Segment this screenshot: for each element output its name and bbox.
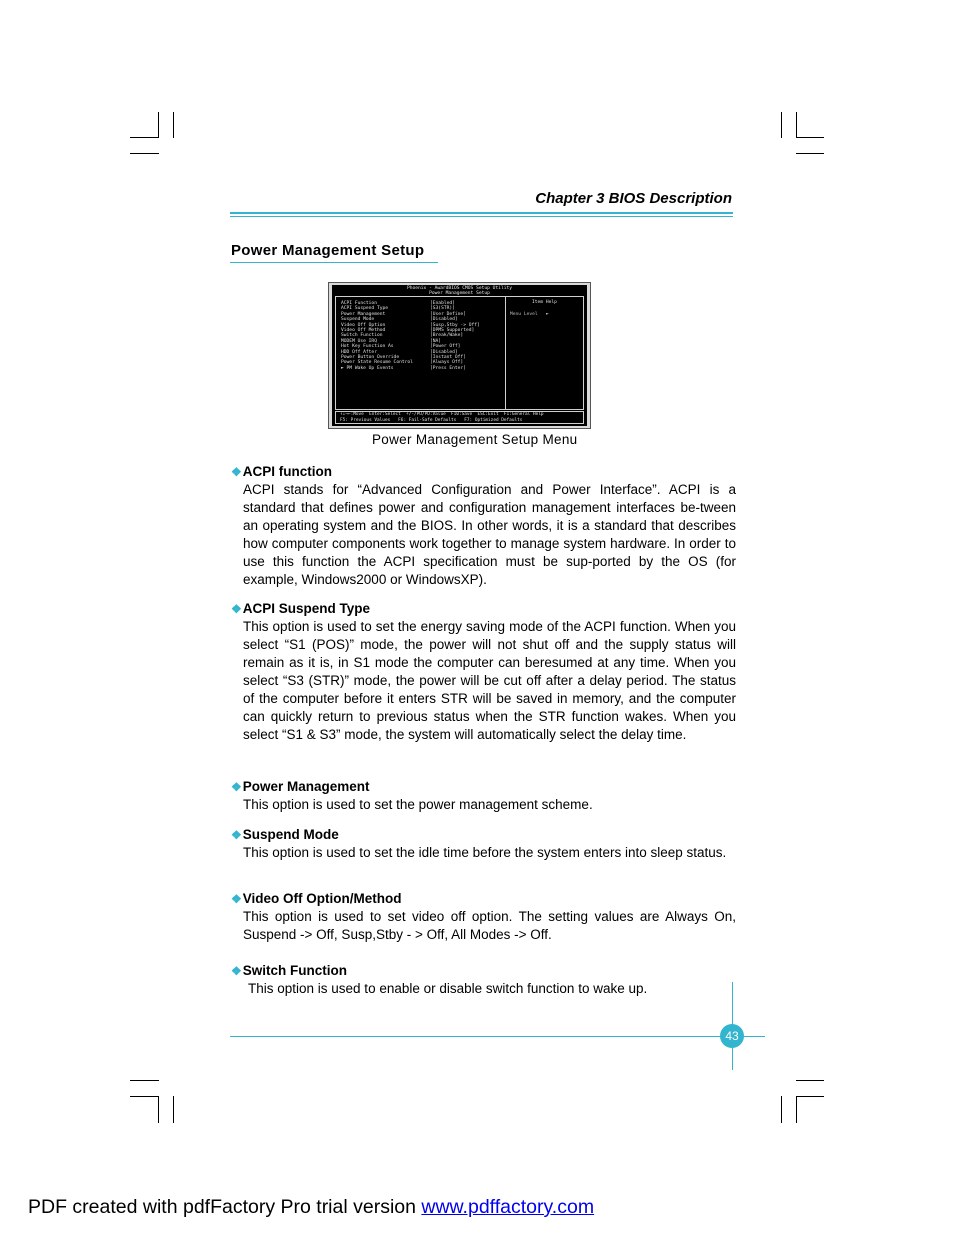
bios-divider: [505, 296, 506, 410]
bios-row-value: [Break/Wake]: [430, 333, 464, 339]
footer-rule: [230, 1036, 765, 1037]
section-title: Power Management Setup: [231, 242, 425, 259]
item-heading: ACPI Suspend Type: [242, 601, 371, 616]
item-heading: ACPI function: [242, 464, 333, 479]
bios-row-label: Video Off Method: [341, 328, 386, 333]
bios-row-value: [User Define]: [430, 311, 466, 317]
page-number: 43: [720, 1024, 744, 1048]
chapter-title: Chapter 3 BIOS Description: [535, 190, 732, 207]
bios-footer-line1: ↑↓→←:Move Enter:Select +/-/PU/PD:Value F10:Save ESC:Exit F1:General Help: [340, 412, 544, 417]
bios-row-label: Hot Key Function As: [341, 344, 394, 350]
bios-row-value: [DPMS Supported]: [430, 328, 475, 333]
pdf-creator-note: [28, 1196, 594, 1219]
bios-help-title: Item Help: [532, 300, 557, 305]
bios-help-text: Menu Level ►: [510, 312, 549, 317]
bios-footer: [335, 411, 584, 424]
item-body: This option is used to enable or disable switch function to wake up.: [248, 981, 648, 996]
item-acpi-suspend-type: [231, 600, 736, 744]
diamond-bullet-icon: ❖: [231, 964, 242, 978]
bios-row-value: [NA]: [430, 338, 442, 344]
bios-row-label: Video Off Option: [341, 322, 386, 328]
bios-row-label: ACPI Function: [341, 301, 377, 306]
item-acpi-function: [231, 463, 736, 589]
bios-row-value: [Press Enter]: [430, 365, 466, 371]
item-heading: Video Off Option/Method: [242, 891, 402, 906]
diamond-bullet-icon: ❖: [231, 602, 242, 616]
bios-row-value: [Disabled]: [430, 349, 458, 355]
item-power-management: [231, 778, 736, 814]
bios-row-value: [Enabled]: [430, 301, 455, 306]
item-body: This option is used to set video off option. The setting values are Always On, Suspend -> Off, Susp,Stby - > Off, All Modes -> Off.: [243, 909, 736, 942]
bios-row-label: Power Button Override: [341, 355, 400, 360]
diamond-bullet-icon: ❖: [231, 465, 242, 479]
figure-caption: Power Management Setup Menu: [372, 432, 578, 447]
bios-row-value: [Disabled]: [430, 317, 458, 323]
item-body: ACPI stands for “Advanced Configuration and Power Interface”. ACPI is a standard that defines power and configuration management interfaces be-tween an operating system and the BIOS. In other words, it is a standard that describes how computer components work together to manage system hardware. In order to use this function the ACPI specification must be sup-ported by the OS (for example, Windows2000 or WindowsXP).: [243, 482, 736, 587]
item-heading: Suspend Mode: [242, 827, 339, 842]
item-body: This option is used to set the power management scheme.: [243, 797, 593, 812]
bios-row-label: Suspend Mode: [341, 317, 375, 323]
diamond-bullet-icon: ❖: [231, 892, 242, 906]
item-video-off-option: [231, 890, 736, 944]
bios-row-value: [Power Off]: [430, 344, 461, 350]
bios-screen: [332, 285, 587, 426]
bios-row-value: [Always Off]: [430, 360, 464, 366]
diamond-bullet-icon: ❖: [231, 828, 242, 842]
bios-row-label: ► PM Wake Up Events: [341, 365, 394, 371]
bios-row-label: MODEM Use IRQ: [341, 338, 377, 344]
bios-row-label: Switch Function: [341, 333, 383, 339]
bios-row-value: [Susp,Stby -> Off]: [430, 322, 480, 328]
bios-title-line2: Power Management Setup: [429, 291, 490, 296]
bios-title: [332, 286, 587, 296]
bios-title-line1: Phoenix - AwardBIOS CMOS Setup Utility: [406, 286, 513, 291]
item-body: This option is used to set the idle time before the system enters into sleep status.: [243, 845, 727, 860]
header-rule-thin: [230, 216, 733, 217]
bios-row-value: [Instant Off]: [430, 355, 466, 360]
item-switch-function: [231, 962, 736, 998]
pdffactory-link[interactable]: www.pdffactory.com: [421, 1196, 595, 1218]
item-suspend-mode: [231, 826, 736, 862]
bios-row-label: HDD Off After: [341, 349, 377, 355]
header-rule: [230, 212, 733, 214]
bios-row-label: ACPI Suspend Type: [341, 306, 389, 312]
pdf-note-text: PDF created with pdfFactory Pro trial version: [28, 1196, 422, 1218]
bios-row-label: Power State Resume Control: [341, 360, 413, 366]
diamond-bullet-icon: ❖: [231, 780, 242, 794]
bios-footer-line2: F5: Previous Values F6: Fail-Safe Defaults F7: Optimized Defaults: [340, 417, 523, 423]
bios-row-label: Power Management: [341, 311, 386, 317]
bios-screenshot: [328, 282, 591, 429]
item-body: This option is used to set the energy saving mode of the ACPI function. When you select “S1 (POS)” mode, the power will not shut off and the supply status will remain as it is, in S1 mode the computer can beresumed at any time. When you select “S3 (STR)” mode, the power will be cut off after a delay period. The status of the computer before it enters STR will be saved in memory, and the computer can quickly return to previous status when the STR function wakes. When you select “S1 & S3” mode, the system will automatically select the delay time.: [243, 619, 736, 742]
bios-row-value: [S3(STR)]: [430, 306, 455, 312]
section-title-underline: [230, 262, 438, 263]
item-heading: Power Management: [242, 779, 370, 794]
item-heading: Switch Function: [242, 963, 348, 978]
